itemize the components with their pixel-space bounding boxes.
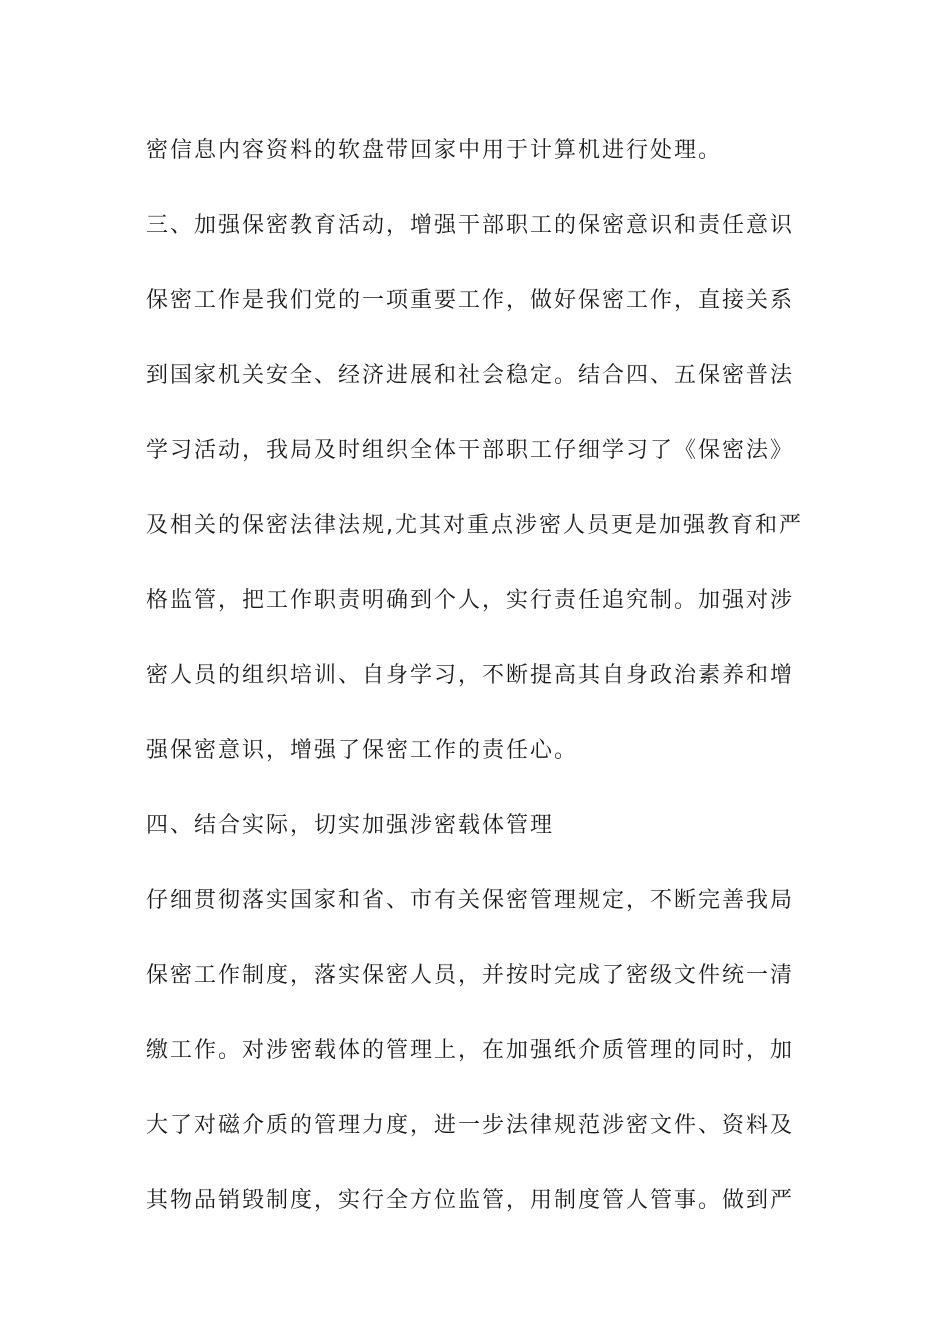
- text-line: 到国家机关安全、经济进展和社会稳定。结合四、五保密普法: [146, 363, 795, 388]
- text-line: 密信息内容资料的软盘带回家中用于计算机进行处理。: [146, 138, 723, 163]
- text-line: 及相关的保密法律法规,尤其对重点涉密人员更是加强教育和严: [146, 513, 803, 538]
- text-line: 保密工作制度，落实保密人员，并按时完成了密级文件统一清: [146, 963, 795, 988]
- text-line: 其物品销毁制度，实行全方位监管，用制度管人管事。做到严: [146, 1188, 795, 1213]
- text-line: 仔细贯彻落实国家和省、市有关保密管理规定，不断完善我局: [146, 888, 795, 913]
- text-line: 缴工作。对涉密载体的管理上，在加强纸介质管理的同时，加: [146, 1038, 795, 1063]
- text-line: 密人员的组织培训、自身学习，不断提高其自身政治素养和增: [146, 663, 795, 688]
- section-heading: 四、结合实际，切实加强涉密载体管理: [146, 813, 555, 838]
- section-heading: 三、加强保密教育活动，增强干部职工的保密意识和责任意识: [146, 213, 795, 238]
- text-line: 格监管，把工作职责明确到个人，实行责任追究制。加强对涉: [146, 588, 795, 613]
- text-line: 强保密意识，增强了保密工作的责任心。: [146, 738, 579, 763]
- text-line: 大了对磁介质的管理力度，进一步法律规范涉密文件、资料及: [146, 1113, 795, 1138]
- text-line: 学习活动，我局及时组织全体干部职工仔细学习了《保密法》: [146, 438, 795, 463]
- text-line: 保密工作是我们党的一项重要工作，做好保密工作，直接关系: [146, 288, 795, 313]
